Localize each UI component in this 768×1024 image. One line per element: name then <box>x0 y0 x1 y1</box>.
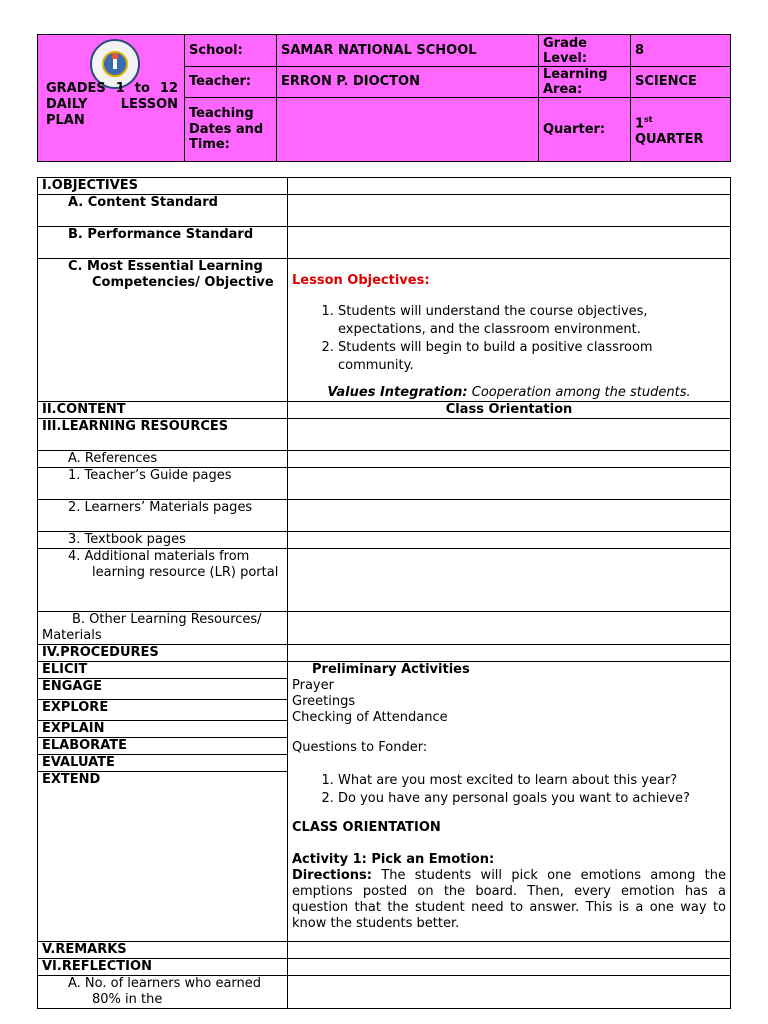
activity-title: Activity 1: Pick an Emotion: <box>292 852 495 867</box>
step-elaborate: ELABORATE <box>38 738 287 755</box>
objective-item: 1. Students will understand the course objectives, expectations, and the classroom environment. <box>338 303 726 339</box>
grade-label: Grade Level: <box>539 35 631 67</box>
content-value: Class Orientation <box>288 402 731 419</box>
question-item: 1. What are you most excited to learn about this year? <box>338 772 726 790</box>
prelim-title: Preliminary Activities <box>312 662 470 677</box>
teacher-value: ERRON P. DIOCTON <box>277 67 539 98</box>
resources-heading: III.LEARNING RESOURCES <box>38 419 288 451</box>
remarks-heading: V.REMARKS <box>38 942 288 959</box>
grade-value: 8 <box>631 35 731 67</box>
procedures-heading: IV.PROCEDURES <box>38 645 288 662</box>
teacher-label: Teacher: <box>185 67 277 98</box>
reflection-heading: VI.REFLECTION <box>38 959 288 976</box>
questions-list <box>292 772 726 808</box>
learners-80-label: A. No. of learners who earned 80% in the <box>38 976 288 1009</box>
procedure-steps <box>38 662 288 942</box>
attendance-text: Checking of Attendance <box>292 710 448 725</box>
step-explain: EXPLAIN <box>38 721 287 738</box>
questions-label: Questions to Fonder: <box>292 740 428 755</box>
lesson-objectives-cell <box>288 259 731 402</box>
school-label: School: <box>185 35 277 67</box>
learners-materials-label: 2. Learners’ Materials pages <box>38 500 288 532</box>
logo-cell <box>38 35 185 162</box>
other-resources-label: B. Other Learning Resources/ Materials <box>38 612 288 645</box>
step-extend: EXTEND <box>42 772 101 787</box>
content-standard-label: A. Content Standard <box>38 195 288 227</box>
area-label: Learning Area: <box>539 67 631 98</box>
greetings-text: Greetings <box>292 694 356 709</box>
header-table <box>37 34 731 162</box>
lesson-plan-table <box>37 177 731 1009</box>
step-engage: ENGAGE <box>38 679 287 700</box>
prayer-text: Prayer <box>292 678 334 693</box>
objectives-heading: I.OBJECTIVES <box>38 178 288 195</box>
performance-standard-label: B. Performance Standard <box>38 227 288 259</box>
quarter-label: Quarter: <box>539 98 631 162</box>
teachers-guide-label: 1. Teacher’s Guide pages <box>38 468 288 500</box>
objectives-list <box>292 303 726 375</box>
references-label: A. References <box>38 451 288 468</box>
dates-value <box>277 98 539 162</box>
school-value: SAMAR NATIONAL SCHOOL <box>277 35 539 67</box>
step-explore: EXPLORE <box>38 700 287 721</box>
step-elicit: ELICIT <box>38 662 287 679</box>
step-evaluate: EVALUATE <box>38 755 287 772</box>
values-integration: Values Integration: Cooperation among the students. <box>327 385 691 400</box>
plan-title: GRADES 1 to 12 DAILY LESSON PLAN <box>46 81 178 128</box>
directions-text: Directions: The students will pick one emotions among the emptions posted on the board. Then, every emotion has a question that the student need to answer. This is a one way to know the students better. <box>292 868 726 931</box>
competencies-label: C. Most Essential Learning Competencies/ Objective <box>38 259 288 402</box>
textbook-label: 3. Textbook pages <box>38 532 288 549</box>
procedures-content <box>288 662 731 942</box>
lesson-objectives-title: Lesson Objectives: <box>292 273 430 288</box>
quarter-value: 1st QUARTER <box>631 98 731 162</box>
objective-item: 2. Students will begin to build a positive classroom community. <box>338 339 726 375</box>
content-heading: II.CONTENT <box>38 402 288 419</box>
question-item: 2. Do you have any personal goals you want to achieve? <box>338 790 726 808</box>
dates-label: Teaching Dates and Time: <box>185 98 277 162</box>
area-value: SCIENCE <box>631 67 731 98</box>
class-orientation-title: CLASS ORIENTATION <box>292 820 441 835</box>
additional-materials-label: 4. Additional materials from learning resource (LR) portal <box>38 549 288 612</box>
